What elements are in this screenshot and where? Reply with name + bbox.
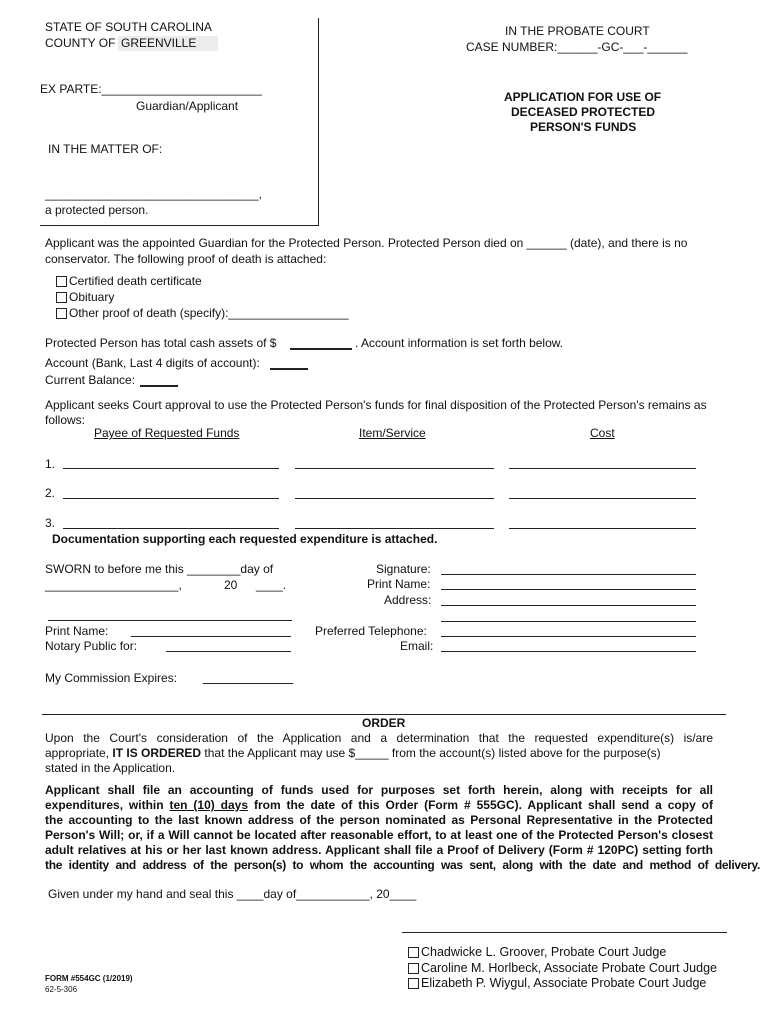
- commission-label: My Commission Expires:: [45, 671, 178, 685]
- signature-field[interactable]: [441, 574, 696, 575]
- proof-option-obituary[interactable]: Obituary: [56, 290, 114, 304]
- order-p2-line-3: the accounting to the last known address of the person nominated as Personal Representative in the Protected: [45, 813, 713, 827]
- item-field[interactable]: [295, 498, 494, 499]
- statute-code: 62-5-306: [45, 985, 78, 994]
- table-header-payee: Payee of Requested Funds: [94, 426, 240, 440]
- address-field-2[interactable]: [441, 621, 696, 622]
- balance-field[interactable]: [140, 385, 178, 387]
- judge-option-groover[interactable]: Chadwicke L. Groover, Probate Court Judge: [408, 945, 666, 959]
- email-field[interactable]: [441, 651, 696, 652]
- order-p1-line-1: Upon the Court's consideration of the Application and a determination that the requested expenditure(s) is/are: [45, 731, 713, 745]
- proof-option-other[interactable]: Other proof of death (specify):__________________: [56, 306, 349, 320]
- notary-signature-line[interactable]: [48, 620, 292, 621]
- notary-for-label: Notary Public for:: [45, 639, 138, 653]
- order-p1-line-3: stated in the Application.: [45, 761, 176, 775]
- account-field[interactable]: [270, 368, 308, 370]
- account-label: Account (Bank, Last 4 digits of account):: [45, 356, 260, 370]
- matter-label: IN THE MATTER OF:: [48, 142, 163, 156]
- row-number: 1.: [45, 457, 56, 471]
- judge-option-horlbeck[interactable]: Caroline M. Horlbeck, Associate Probate Court Judge: [408, 961, 717, 975]
- checkbox-icon[interactable]: [408, 978, 419, 989]
- caption-divider: [318, 18, 319, 226]
- court-line: IN THE PROBATE COURT: [505, 24, 650, 38]
- order-p2-line-1: Applicant shall file an accounting of funds used for purposes set forth herein, along with receipts for all: [45, 783, 713, 797]
- cost-field[interactable]: [509, 498, 696, 499]
- notary-for-field[interactable]: [166, 651, 291, 652]
- sworn-month-blank: ____________________,: [45, 578, 182, 592]
- address-label: Address:: [384, 593, 432, 607]
- county-field[interactable]: GREENVILLE: [118, 36, 218, 51]
- assets-amount-field[interactable]: [290, 348, 352, 350]
- commission-field[interactable]: [203, 683, 293, 684]
- checkbox-icon[interactable]: [56, 308, 67, 319]
- title-line-3: PERSON'S FUNDS: [530, 120, 637, 134]
- cost-field[interactable]: [509, 528, 696, 529]
- documentation-note: Documentation supporting each requested expenditure is attached.: [52, 532, 438, 546]
- table-header-item: Item/Service: [359, 426, 426, 440]
- case-number: CASE NUMBER:______-GC-___-______: [466, 40, 688, 54]
- cost-field[interactable]: [509, 468, 696, 469]
- order-p1-line-2: appropriate, IT IS ORDERED that the Applicant may use $_____ from the account(s) listed above for the purpose(s): [45, 746, 661, 760]
- order-p2-line-5: adult relatives at his or her last known address. Applicant shall file a Proof of Delivery (Form # 120PC) setting forth: [45, 843, 713, 857]
- notary-print-name-label: Print Name:: [45, 624, 109, 638]
- title-line-1: APPLICATION FOR USE OF: [504, 90, 662, 104]
- intro-line-2: conservator. The following proof of death is attached:: [45, 252, 327, 266]
- checkbox-icon[interactable]: [56, 276, 67, 287]
- payee-field[interactable]: [63, 468, 279, 469]
- telephone-field[interactable]: [441, 636, 696, 637]
- judge-signature-line[interactable]: [402, 932, 727, 933]
- notary-print-name-field[interactable]: [131, 636, 291, 637]
- signature-label: Signature:: [376, 562, 431, 576]
- order-p2-line-4: Person's Will; or, if a Will cannot be located after reasonable effort, to at least one of the Protected Person's closest: [45, 828, 713, 842]
- order-divider: [42, 714, 726, 715]
- checkbox-icon[interactable]: [56, 292, 67, 303]
- applicant-print-name-label: Print Name:: [367, 577, 431, 591]
- caption-bottom-rule: [40, 225, 318, 226]
- intro-line-1: Applicant was the appointed Guardian for the Protected Person. Protected Person died on ______ (date), and there is no: [45, 236, 688, 250]
- state-line: STATE OF SOUTH CAROLINA: [45, 20, 212, 34]
- guardian-caption: Guardian/Applicant: [136, 99, 239, 113]
- title-line-2: DECEASED PROTECTED: [511, 105, 656, 119]
- sworn-line-1: SWORN to before me this ________day of: [45, 562, 274, 576]
- address-field[interactable]: [441, 605, 696, 606]
- checkbox-icon[interactable]: [408, 963, 419, 974]
- balance-label: Current Balance:: [45, 373, 136, 387]
- table-header-cost: Cost: [590, 426, 615, 440]
- protected-caption: a protected person.: [45, 203, 149, 217]
- payee-field[interactable]: [63, 528, 279, 529]
- telephone-label: Preferred Telephone:: [315, 624, 427, 638]
- judge-option-wiygul[interactable]: Elizabeth P. Wiygul, Associate Probate Court Judge: [408, 976, 706, 990]
- assets-label: Protected Person has total cash assets of $: [45, 336, 277, 350]
- proof-option-death-certificate[interactable]: Certified death certificate: [56, 274, 202, 288]
- county-label: COUNTY OF: [45, 36, 116, 50]
- applicant-print-name-field[interactable]: [441, 589, 696, 590]
- item-field[interactable]: [295, 528, 494, 529]
- protected-person-blank: ________________________________,: [45, 187, 262, 201]
- order-title: ORDER: [362, 716, 406, 730]
- sworn-year-blank: ____.: [256, 578, 287, 592]
- sworn-year-prefix: 20: [224, 578, 238, 592]
- row-number: 2.: [45, 486, 56, 500]
- given-line: Given under my hand and seal this ____day of___________, 20____: [48, 887, 417, 901]
- order-p2-line-6: the identity and address of the person(s) to whom the accounting was sent, along with the date and method of delivery.: [45, 858, 760, 872]
- assets-label-tail: . Account information is set forth below.: [355, 336, 564, 350]
- row-number: 3.: [45, 516, 56, 530]
- item-field[interactable]: [295, 468, 494, 469]
- form-number: FORM #554GC (1/2019): [45, 974, 133, 983]
- payee-field[interactable]: [63, 498, 279, 499]
- email-label: Email:: [400, 639, 434, 653]
- seeks-line-2: follows:: [45, 413, 86, 427]
- checkbox-icon[interactable]: [408, 947, 419, 958]
- ex-parte-line: EX PARTE:________________________: [40, 82, 262, 96]
- order-p2-line-2: expenditures, within ten (10) days from the date of this Order (Form # 555GC). Applicant shall send a copy of: [45, 798, 713, 812]
- seeks-line-1: Applicant seeks Court approval to use the Protected Person's funds for final disposition of the Protected Person's remains as: [45, 398, 707, 412]
